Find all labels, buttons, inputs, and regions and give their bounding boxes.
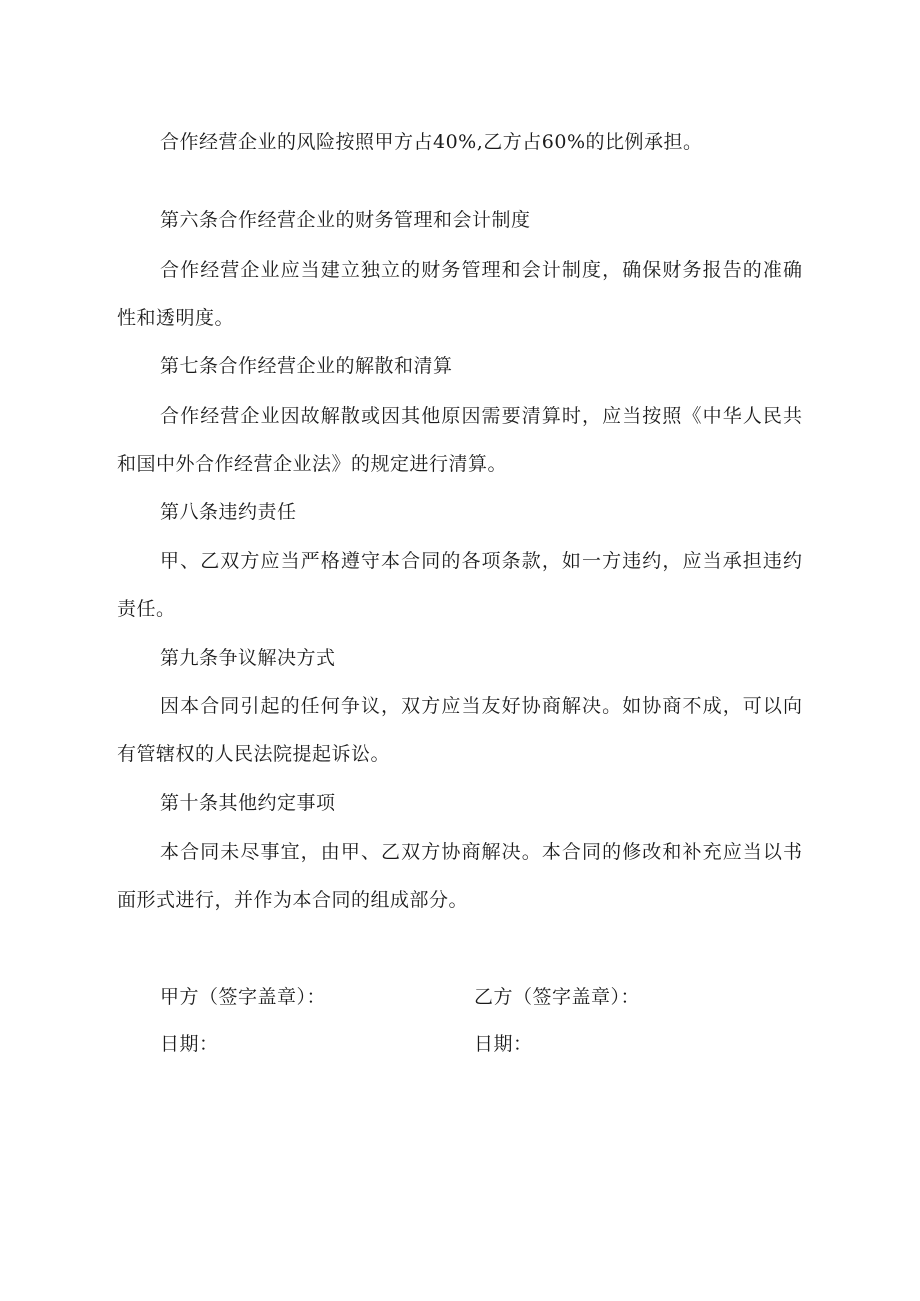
article-6-text-line-1: 合作经营企业应当建立独立的财务管理和会计制度，确保财务报告的准确	[160, 259, 802, 281]
article-7-heading: 第七条合作经营企业的解散和清算	[160, 355, 453, 377]
article-6-text-line-2: 性和透明度。	[117, 307, 235, 329]
article-9-heading: 第九条争议解决方式	[160, 647, 336, 669]
article-8-text-line-1: 甲、乙双方应当严格遵守本合同的各项条款，如一方违约，应当承担违约	[160, 550, 802, 572]
article-10-text-line-2: 面形式进行，并作为本合同的组成部分。	[117, 889, 469, 911]
article-7-text-line-1: 合作经营企业因故解散或因其他原因需要清算时，应当按照《中华人民共	[160, 405, 802, 427]
party-a-signature-label: 甲方（签字盖章）：	[160, 986, 327, 1008]
party-b-signature-label: 乙方（签字盖章）：	[474, 986, 641, 1008]
risk-sharing-clause: 合作经营企业的风险按照甲方占40%,乙方占60%的比例承担。	[160, 131, 703, 153]
article-10-heading: 第十条其他约定事项	[160, 792, 336, 814]
article-8-text-line-2: 责任。	[117, 598, 176, 620]
party-b-date-label: 日期：	[474, 1033, 533, 1055]
article-8-heading: 第八条违约责任	[160, 501, 297, 523]
article-9-text-line-2: 有管辖权的人民法院提起诉讼。	[117, 743, 391, 765]
article-10-text-line-1: 本合同未尽事宜，由甲、乙双方协商解决。本合同的修改和补充应当以书	[160, 841, 802, 863]
article-7-text-line-2: 和国中外合作经营企业法》的规定进行清算。	[117, 453, 508, 475]
party-a-date-label: 日期：	[160, 1033, 219, 1055]
article-9-text-line-1: 因本合同引起的任何争议，双方应当友好协商解决。如协商不成，可以向	[160, 695, 802, 717]
article-6-heading: 第六条合作经营企业的财务管理和会计制度	[160, 209, 531, 231]
